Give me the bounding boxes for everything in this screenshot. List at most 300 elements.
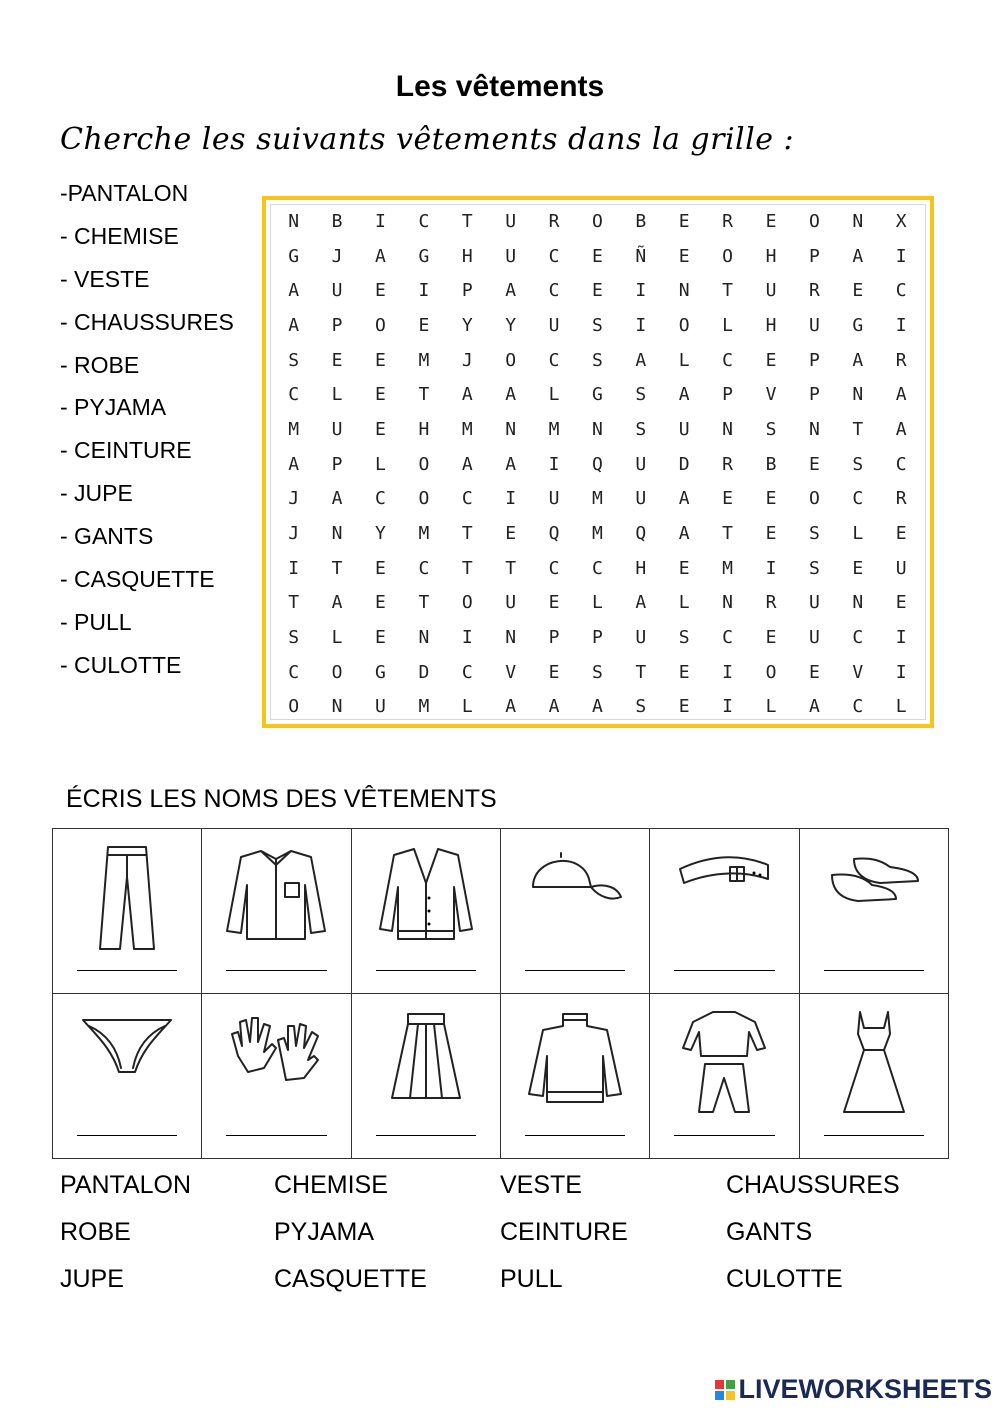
- grid-letter[interactable]: A: [505, 384, 517, 406]
- answer-blank[interactable]: [376, 970, 476, 971]
- grid-letter[interactable]: T: [418, 592, 430, 614]
- grid-letter[interactable]: M: [288, 418, 300, 440]
- picture-cell: [351, 829, 500, 994]
- grid-letter[interactable]: J: [461, 349, 473, 371]
- grid-letter[interactable]: C: [461, 661, 473, 683]
- grid-letter[interactable]: P: [722, 384, 734, 406]
- grid-letter[interactable]: A: [505, 280, 517, 302]
- grid-letter[interactable]: E: [765, 210, 777, 232]
- grid-letter[interactable]: M: [418, 349, 430, 371]
- grid-letter[interactable]: E: [375, 384, 386, 406]
- grid-letter[interactable]: U: [808, 627, 820, 649]
- grid-letter[interactable]: U: [808, 592, 820, 614]
- grid-letter[interactable]: E: [592, 280, 603, 302]
- grid-letter[interactable]: E: [548, 661, 560, 683]
- grid-letter[interactable]: A: [678, 384, 690, 406]
- cap-icon: [525, 843, 625, 918]
- grid-letter[interactable]: A: [895, 384, 907, 406]
- grid-letter[interactable]: E: [375, 280, 386, 302]
- grid-letter[interactable]: N: [505, 627, 517, 649]
- grid-letter[interactable]: A: [331, 488, 343, 510]
- grid-letter[interactable]: V: [765, 384, 777, 406]
- word-search-grid: [262, 196, 934, 728]
- grid-letter[interactable]: I: [288, 557, 300, 579]
- grid-letter[interactable]: C: [418, 557, 430, 579]
- logo-text: LIVEWORKSHEETS: [738, 1374, 992, 1404]
- grid-letter[interactable]: C: [548, 280, 560, 302]
- grid-letter[interactable]: E: [808, 661, 820, 683]
- grid-letter[interactable]: U: [331, 280, 343, 302]
- grid-letter[interactable]: D: [678, 453, 690, 475]
- word-bank-item: PYJAMA: [274, 1218, 375, 1246]
- grid-letter[interactable]: O: [808, 210, 820, 232]
- grid-letter[interactable]: Y: [461, 314, 473, 336]
- word-bank-item: CHEMISE: [274, 1171, 388, 1199]
- grid-letter[interactable]: U: [635, 488, 647, 510]
- grid-letter[interactable]: N: [722, 592, 734, 614]
- grid-letter[interactable]: T: [461, 523, 473, 545]
- grid-letter[interactable]: E: [505, 523, 517, 545]
- grid-letter[interactable]: O: [765, 661, 777, 683]
- grid-letter[interactable]: E: [895, 523, 907, 545]
- grid-letter[interactable]: U: [635, 627, 647, 649]
- word-bank-item: JUPE: [60, 1265, 124, 1293]
- grid-letter[interactable]: C: [288, 661, 300, 683]
- grid-letter[interactable]: E: [418, 314, 430, 336]
- grid-letter[interactable]: H: [461, 245, 473, 267]
- grid-letter[interactable]: E: [852, 557, 864, 579]
- grid-letter[interactable]: A: [505, 453, 517, 475]
- grid-letter[interactable]: L: [678, 349, 690, 371]
- grid-letter[interactable]: N: [808, 418, 820, 440]
- grid-letter[interactable]: L: [678, 592, 690, 614]
- grid-letter[interactable]: T: [461, 557, 473, 579]
- grid-letter[interactable]: A: [461, 453, 473, 475]
- grid-letter[interactable]: O: [418, 488, 430, 510]
- grid-letter[interactable]: E: [765, 627, 777, 649]
- instruction-text: Cherche les suivants vêtements dans la grille :: [60, 122, 795, 157]
- grid-letter[interactable]: E: [678, 245, 690, 267]
- grid-letter[interactable]: N: [418, 627, 430, 649]
- liveworksheets-logo[interactable]: [715, 1374, 992, 1405]
- grid-letter[interactable]: R: [765, 592, 777, 614]
- grid-letter[interactable]: I: [895, 627, 907, 649]
- grid-letter[interactable]: C: [548, 557, 560, 579]
- grid-letter[interactable]: N: [678, 280, 690, 302]
- grid-letter[interactable]: O: [592, 210, 603, 232]
- grid-letter[interactable]: M: [548, 418, 560, 440]
- grid-letter[interactable]: I: [548, 453, 560, 475]
- grid-letter[interactable]: C: [895, 453, 907, 475]
- grid-letter[interactable]: I: [895, 661, 907, 683]
- grid-letter[interactable]: S: [288, 349, 300, 371]
- grid-letter[interactable]: A: [331, 592, 343, 614]
- grid-letter[interactable]: B: [765, 453, 777, 475]
- grid-letter[interactable]: O: [505, 349, 517, 371]
- grid-letter[interactable]: P: [808, 384, 820, 406]
- grid-letter[interactable]: Q: [635, 523, 647, 545]
- grid-letter[interactable]: P: [461, 280, 473, 302]
- logo-square: [726, 1380, 735, 1389]
- grid-letter[interactable]: U: [505, 210, 517, 232]
- grid-letter[interactable]: S: [592, 314, 603, 336]
- grid-letter[interactable]: B: [331, 210, 343, 232]
- grid-letter[interactable]: R: [722, 210, 734, 232]
- grid-letter[interactable]: U: [548, 314, 560, 336]
- grid-letter[interactable]: R: [548, 210, 560, 232]
- grid-row: [272, 690, 923, 725]
- grid-letter[interactable]: C: [288, 384, 300, 406]
- grid-letter[interactable]: A: [288, 314, 300, 336]
- grid-letter[interactable]: S: [592, 661, 603, 683]
- grid-letter[interactable]: U: [505, 592, 517, 614]
- grid-letter[interactable]: E: [808, 453, 820, 475]
- grid-letter[interactable]: U: [505, 245, 517, 267]
- word-bank-row: [60, 1258, 960, 1305]
- grid-letter[interactable]: O: [461, 592, 473, 614]
- grid-letter[interactable]: R: [722, 453, 734, 475]
- skirt-icon: [386, 1008, 466, 1113]
- grid-letter[interactable]: N: [331, 696, 343, 718]
- grid-letter[interactable]: Q: [592, 453, 603, 475]
- grid-letter[interactable]: E: [765, 523, 777, 545]
- grid-letter[interactable]: O: [418, 453, 430, 475]
- picture-cell: [500, 829, 649, 994]
- grid-letter[interactable]: E: [678, 210, 690, 232]
- grid-letter[interactable]: C: [418, 210, 430, 232]
- grid-letter[interactable]: E: [375, 349, 386, 371]
- grid-letter[interactable]: O: [722, 245, 734, 267]
- grid-letter[interactable]: I: [635, 314, 647, 336]
- grid-letter[interactable]: U: [895, 557, 907, 579]
- grid-letter[interactable]: A: [895, 418, 907, 440]
- grid-letter[interactable]: O: [375, 314, 386, 336]
- grid-letter[interactable]: E: [592, 245, 603, 267]
- letter-table: [272, 204, 923, 724]
- grid-letter[interactable]: A: [635, 349, 647, 371]
- grid-row: [272, 655, 923, 690]
- answer-blank[interactable]: [376, 1135, 476, 1136]
- word-list-item: - CHAUSSURES: [60, 308, 234, 335]
- grid-letter[interactable]: T: [505, 557, 517, 579]
- grid-letter[interactable]: U: [765, 280, 777, 302]
- grid-letter[interactable]: X: [895, 210, 907, 232]
- answer-blank[interactable]: [824, 970, 924, 971]
- grid-letter[interactable]: I: [505, 488, 517, 510]
- grid-letter[interactable]: Q: [548, 523, 560, 545]
- grid-letter[interactable]: P: [592, 627, 603, 649]
- logo-square: [726, 1391, 735, 1400]
- grid-letter[interactable]: A: [808, 696, 820, 718]
- word-bank-row: [60, 1211, 960, 1258]
- grid-row: [272, 273, 923, 308]
- picture-cell: [53, 829, 202, 994]
- grid-letter[interactable]: T: [722, 523, 734, 545]
- grid-letter[interactable]: Y: [505, 314, 517, 336]
- grid-letter[interactable]: S: [765, 418, 777, 440]
- grid-letter[interactable]: E: [765, 488, 777, 510]
- grid-letter[interactable]: M: [592, 523, 603, 545]
- grid-letter[interactable]: L: [895, 696, 907, 718]
- grid-letter[interactable]: N: [505, 418, 517, 440]
- grid-letter[interactable]: G: [288, 245, 300, 267]
- grid-letter[interactable]: M: [418, 696, 430, 718]
- grid-letter[interactable]: C: [722, 349, 734, 371]
- grid-letter[interactable]: E: [375, 557, 386, 579]
- grid-letter[interactable]: L: [592, 592, 603, 614]
- grid-letter[interactable]: N: [852, 210, 864, 232]
- shoes-icon: [824, 843, 924, 918]
- grid-letter[interactable]: R: [895, 349, 907, 371]
- grid-letter[interactable]: C: [461, 488, 473, 510]
- grid-letter[interactable]: H: [765, 245, 777, 267]
- picture-cell: [53, 994, 202, 1159]
- picture-row: [53, 994, 949, 1159]
- grid-row: [272, 586, 923, 621]
- grid-letter[interactable]: A: [375, 245, 386, 267]
- grid-letter[interactable]: I: [635, 280, 647, 302]
- grid-letter[interactable]: M: [461, 418, 473, 440]
- grid-letter[interactable]: T: [852, 418, 864, 440]
- grid-letter[interactable]: C: [548, 245, 560, 267]
- grid-letter[interactable]: I: [722, 696, 734, 718]
- grid-letter[interactable]: R: [895, 488, 907, 510]
- grid-letter[interactable]: H: [765, 314, 777, 336]
- word-list-item: - GANTS: [60, 523, 154, 550]
- shirt-icon: [221, 843, 331, 948]
- grid-letter[interactable]: M: [722, 557, 734, 579]
- grid-letter[interactable]: N: [288, 210, 300, 232]
- grid-letter[interactable]: I: [722, 661, 734, 683]
- answer-blank[interactable]: [226, 1135, 326, 1136]
- grid-letter[interactable]: H: [418, 418, 430, 440]
- answer-blank[interactable]: [77, 970, 177, 971]
- answer-blank[interactable]: [525, 970, 625, 971]
- grid-letter[interactable]: A: [288, 453, 300, 475]
- grid-letter[interactable]: Ñ: [635, 245, 647, 267]
- word-bank-item: CULOTTE: [726, 1265, 843, 1293]
- grid-row: [272, 343, 923, 378]
- grid-letter[interactable]: U: [548, 488, 560, 510]
- grid-letter[interactable]: D: [418, 661, 430, 683]
- grid-letter[interactable]: U: [331, 418, 343, 440]
- grid-letter[interactable]: O: [331, 661, 343, 683]
- word-bank-item: CASQUETTE: [274, 1265, 427, 1293]
- grid-letter[interactable]: A: [635, 592, 647, 614]
- grid-letter[interactable]: J: [288, 488, 300, 510]
- grid-letter[interactable]: U: [375, 696, 386, 718]
- grid-row: [272, 551, 923, 586]
- pyjamas-icon: [679, 1008, 769, 1123]
- grid-row: [272, 447, 923, 482]
- grid-letter[interactable]: G: [852, 314, 864, 336]
- belt-icon: [674, 843, 774, 918]
- word-list-item: - ROBE: [60, 351, 140, 378]
- grid-letter[interactable]: U: [678, 418, 690, 440]
- grid-letter[interactable]: G: [418, 245, 430, 267]
- grid-letter[interactable]: S: [852, 453, 864, 475]
- grid-letter[interactable]: C: [852, 627, 864, 649]
- grid-letter[interactable]: A: [852, 349, 864, 371]
- grid-letter[interactable]: T: [722, 280, 734, 302]
- grid-letter[interactable]: T: [461, 210, 473, 232]
- grid-letter[interactable]: C: [375, 488, 386, 510]
- picture-cell: [500, 994, 649, 1159]
- grid-letter[interactable]: E: [678, 696, 690, 718]
- grid-letter[interactable]: E: [678, 661, 690, 683]
- grid-letter[interactable]: E: [722, 488, 734, 510]
- grid-letter[interactable]: E: [678, 557, 690, 579]
- word-list-item: - JUPE: [60, 480, 133, 507]
- underpants-icon: [77, 1008, 177, 1093]
- grid-row: [272, 308, 923, 343]
- answer-blank[interactable]: [77, 1135, 177, 1136]
- answer-blank[interactable]: [674, 1135, 774, 1136]
- grid-letter[interactable]: C: [722, 627, 734, 649]
- picture-cell: [202, 994, 351, 1159]
- grid-letter[interactable]: I: [895, 245, 907, 267]
- grid-letter[interactable]: S: [635, 418, 647, 440]
- grid-letter[interactable]: M: [418, 523, 430, 545]
- picture-cell: [650, 829, 799, 994]
- word-list-item: - CEINTURE: [60, 437, 192, 464]
- grid-letter[interactable]: E: [548, 592, 560, 614]
- grid-letter[interactable]: A: [678, 488, 690, 510]
- picture-cell: [351, 994, 500, 1159]
- grid-letter[interactable]: S: [678, 627, 690, 649]
- word-list-item: - CHEMISE: [60, 222, 179, 249]
- grid-letter[interactable]: E: [375, 592, 386, 614]
- grid-letter[interactable]: M: [592, 488, 603, 510]
- word-bank-item: CHAUSSURES: [726, 1171, 900, 1199]
- grid-letter[interactable]: P: [548, 627, 560, 649]
- picture-cell: [799, 829, 948, 994]
- picture-cell: [202, 829, 351, 994]
- grid-letter[interactable]: H: [635, 557, 647, 579]
- grid-letter[interactable]: E: [852, 280, 864, 302]
- grid-letter[interactable]: C: [895, 280, 907, 302]
- grid-letter[interactable]: T: [331, 557, 343, 579]
- grid-letter[interactable]: T: [635, 661, 647, 683]
- answer-blank[interactable]: [525, 1135, 625, 1136]
- cardigan-icon: [376, 843, 476, 948]
- grid-letter[interactable]: T: [418, 384, 430, 406]
- answer-blank[interactable]: [674, 970, 774, 971]
- grid-letter[interactable]: S: [808, 557, 820, 579]
- grid-letter[interactable]: O: [288, 696, 300, 718]
- grid-letter[interactable]: E: [331, 349, 343, 371]
- grid-letter[interactable]: I: [765, 557, 777, 579]
- grid-row: [272, 516, 923, 551]
- grid-letter[interactable]: S: [592, 349, 603, 371]
- grid-letter[interactable]: A: [461, 384, 473, 406]
- word-bank-item: ROBE: [60, 1218, 131, 1246]
- grid-letter[interactable]: N: [852, 592, 864, 614]
- grid-row: [272, 204, 923, 239]
- grid-letter[interactable]: A: [852, 245, 864, 267]
- grid-letter[interactable]: A: [548, 696, 560, 718]
- grid-letter[interactable]: G: [375, 661, 386, 683]
- logo-square: [715, 1380, 724, 1389]
- grid-letter[interactable]: J: [331, 245, 343, 267]
- word-list-item: - VESTE: [60, 265, 150, 292]
- grid-letter[interactable]: G: [592, 384, 603, 406]
- word-list-item: -PANTALON: [60, 180, 189, 206]
- grid-letter[interactable]: J: [288, 523, 300, 545]
- grid-letter[interactable]: L: [765, 696, 777, 718]
- answer-blank[interactable]: [226, 970, 326, 971]
- grid-letter[interactable]: T: [288, 592, 300, 614]
- page-title: Les vêtements: [395, 70, 605, 103]
- grid-letter[interactable]: U: [635, 453, 647, 475]
- grid-letter[interactable]: E: [895, 592, 907, 614]
- grid-letter[interactable]: L: [722, 314, 734, 336]
- word-bank-item: PANTALON: [60, 1171, 192, 1199]
- trousers-icon: [92, 843, 162, 958]
- grid-letter[interactable]: A: [678, 523, 690, 545]
- grid-letter[interactable]: I: [895, 314, 907, 336]
- word-bank: [60, 1164, 960, 1305]
- grid-letter[interactable]: N: [592, 418, 603, 440]
- grid-letter[interactable]: L: [852, 523, 864, 545]
- grid-letter[interactable]: S: [635, 384, 647, 406]
- grid-letter[interactable]: S: [808, 523, 820, 545]
- grid-letter[interactable]: V: [505, 661, 517, 683]
- grid-letter[interactable]: A: [288, 280, 300, 302]
- grid-letter[interactable]: C: [592, 557, 603, 579]
- grid-letter[interactable]: S: [288, 627, 300, 649]
- grid-letter[interactable]: I: [461, 627, 473, 649]
- grid-letter[interactable]: P: [808, 245, 820, 267]
- grid-letter[interactable]: S: [635, 696, 647, 718]
- grid-letter[interactable]: P: [808, 349, 820, 371]
- grid-letter[interactable]: C: [852, 488, 864, 510]
- grid-letter[interactable]: R: [808, 280, 820, 302]
- grid-letter[interactable]: C: [548, 349, 560, 371]
- word-bank-item: VESTE: [500, 1171, 582, 1199]
- answer-blank[interactable]: [824, 1135, 924, 1136]
- grid-letter[interactable]: O: [808, 488, 820, 510]
- grid-letter[interactable]: L: [548, 384, 560, 406]
- grid-letter[interactable]: L: [331, 627, 343, 649]
- grid-letter[interactable]: I: [418, 280, 430, 302]
- grid-letter[interactable]: P: [331, 314, 343, 336]
- grid-letter[interactable]: E: [375, 418, 386, 440]
- grid-letter[interactable]: P: [331, 453, 343, 475]
- grid-letter[interactable]: A: [592, 696, 603, 718]
- grid-letter[interactable]: L: [461, 696, 473, 718]
- grid-letter[interactable]: U: [808, 314, 820, 336]
- grid-letter[interactable]: L: [331, 384, 343, 406]
- grid-letter[interactable]: V: [852, 661, 864, 683]
- grid-letter[interactable]: N: [722, 418, 734, 440]
- grid-letter[interactable]: A: [505, 696, 517, 718]
- word-list: [60, 172, 234, 687]
- grid-letter[interactable]: C: [852, 696, 864, 718]
- grid-letter[interactable]: Y: [375, 523, 386, 545]
- grid-letter[interactable]: I: [375, 210, 386, 232]
- grid-letter[interactable]: E: [765, 349, 777, 371]
- grid-letter[interactable]: E: [375, 627, 386, 649]
- picture-table: [52, 828, 949, 1159]
- grid-letter[interactable]: N: [852, 384, 864, 406]
- grid-letter[interactable]: O: [678, 314, 690, 336]
- grid-letter[interactable]: B: [635, 210, 647, 232]
- grid-letter[interactable]: N: [331, 523, 343, 545]
- grid-letter[interactable]: L: [375, 453, 386, 475]
- word-bank-row: [60, 1164, 960, 1211]
- grid-row: [272, 620, 923, 655]
